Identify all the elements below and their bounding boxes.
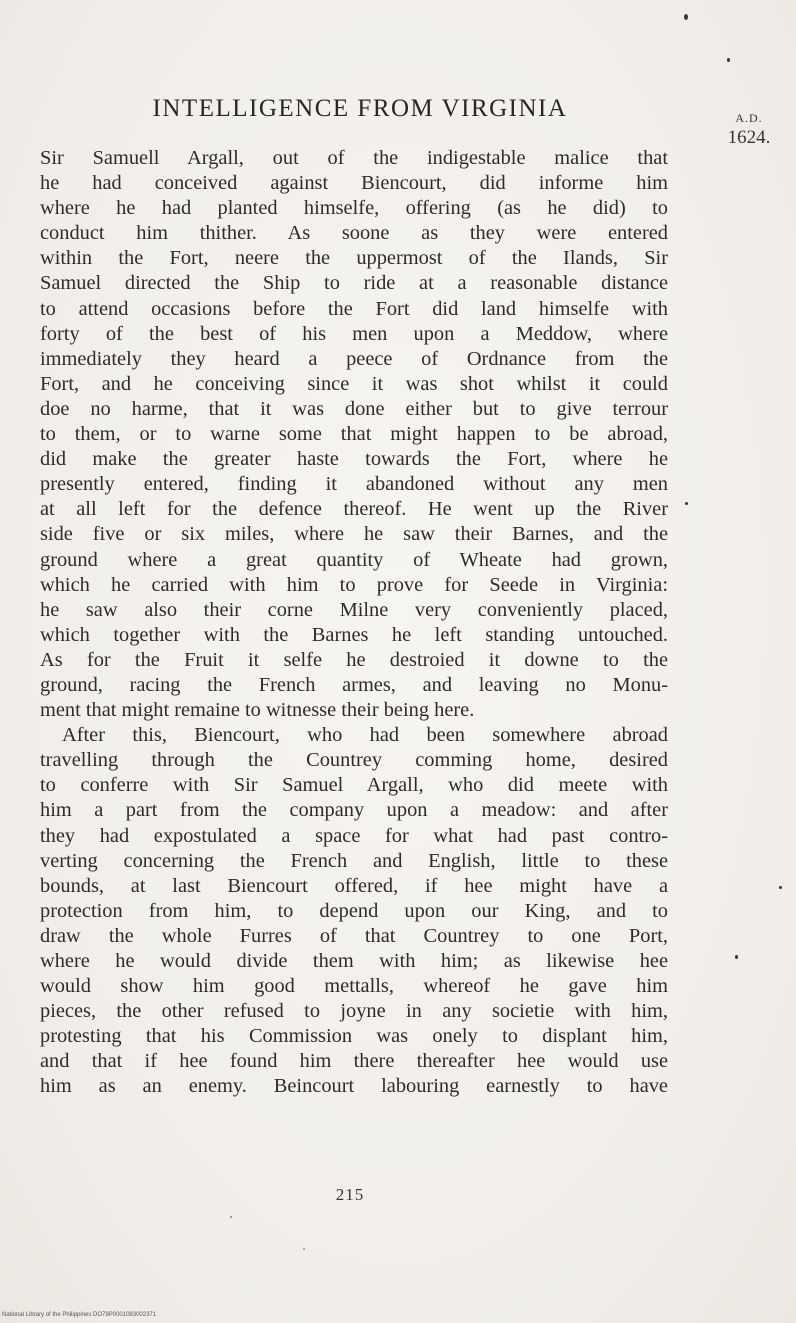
scan-speck [727, 58, 730, 62]
library-stamp: National Library of the Philippines DO79P0001083002371 [2, 1312, 157, 1318]
text-line: ment that might remaine to witnesse their being here. [40, 699, 475, 722]
text-line: did make the greater haste towards the Fort, where he [40, 448, 668, 471]
scan-speck [230, 1216, 232, 1218]
text-line: protection from him, to depend upon our King, and to [40, 899, 668, 922]
text-line: protesting that his Commission was onely to displant him, [40, 1025, 668, 1048]
text-line: side five or six miles, where he saw their Barnes, and the [40, 523, 668, 546]
running-head: INTELLIGENCE FROM VIRGINIA [152, 95, 568, 122]
text-line: conduct him thither. As soone as they were entered [40, 222, 668, 245]
text-line: would show him good mettalls, whereof he gave him [40, 975, 668, 998]
text-line: Fort, and he conceiving since it was shot whilst it could [40, 372, 668, 395]
text-line: After this, Biencourt, who had been somewhere abroad [62, 724, 668, 747]
text-line: where he had planted himselfe, offering (as he did) to [40, 197, 668, 220]
text-line: they had expostulated a space for what had past contro- [40, 824, 668, 847]
text-line: Sir Samuell Argall, out of the indigestable malice that [40, 147, 668, 169]
margin-note-era: A.D. [735, 111, 763, 125]
page-number: 215 [335, 1185, 365, 1204]
text-line: Samuel directed the Ship to ride at a reasonable distance [40, 272, 668, 295]
text-line: he had conceived against Biencourt, did informe him [40, 172, 668, 195]
text-line: where he would divide them with him; as likewise hee [40, 950, 668, 972]
text-line: to conferre with Sir Samuel Argall, who did meete with [40, 774, 668, 797]
text-line: As for the Fruit it selfe he destroied it downe to the [40, 648, 668, 671]
text-line: at all left for the defence thereof. He went up the River [40, 498, 668, 521]
scan-speck [684, 14, 688, 20]
text-line: him a part from the company upon a meadow: and after [40, 799, 668, 822]
text-line: and that if hee found him there thereafter hee would use [40, 1050, 668, 1073]
text-line: pieces, the other refused to joyne in any societie with him, [40, 1000, 668, 1023]
text-line: ground, racing the French armes, and leaving no Monu- [40, 673, 668, 696]
text-line: within the Fort, neere the uppermost of the Ilands, Sir [40, 247, 668, 270]
margin-note [716, 108, 782, 148]
text-line: ground where a great quantity of Wheate had grown, [40, 548, 668, 571]
text-line: verting concerning the French and English, little to these [40, 849, 668, 872]
text-line: bounds, at last Biencourt offered, if hee might have a [40, 874, 668, 897]
text-line: immediately they heard a peece of Ordnance from the [40, 347, 668, 370]
text-line: travelling through the Countrey comming home, desired [40, 749, 668, 772]
scan-speck [779, 886, 782, 889]
text-line: which together with the Barnes he left standing untouched. [40, 623, 668, 646]
body-text [40, 146, 668, 1100]
text-line: which he carried with him to prove for Seede in Virginia: [40, 573, 668, 596]
text-line: draw the whole Furres of that Countrey to one Port, [40, 924, 668, 947]
scan-speck [735, 955, 738, 959]
text-line: to attend occasions before the Fort did land himselfe with [40, 297, 668, 320]
scan-speck [685, 502, 688, 505]
text-line: to them, or to warne some that might happen to be abroad, [40, 423, 668, 446]
text-line: doe no harme, that it was done either but to give terrour [40, 397, 668, 420]
margin-note-year: 1624. [727, 127, 771, 148]
scan-speck [303, 1248, 305, 1250]
text-line: he saw also their corne Milne very conveniently placed, [40, 598, 668, 621]
text-line: presently entered, finding it abandoned without any men [40, 473, 668, 496]
text-line: forty of the best of his men upon a Meddow, where [40, 322, 668, 345]
text-line: him as an enemy. Beincourt labouring earnestly to have [40, 1075, 668, 1098]
